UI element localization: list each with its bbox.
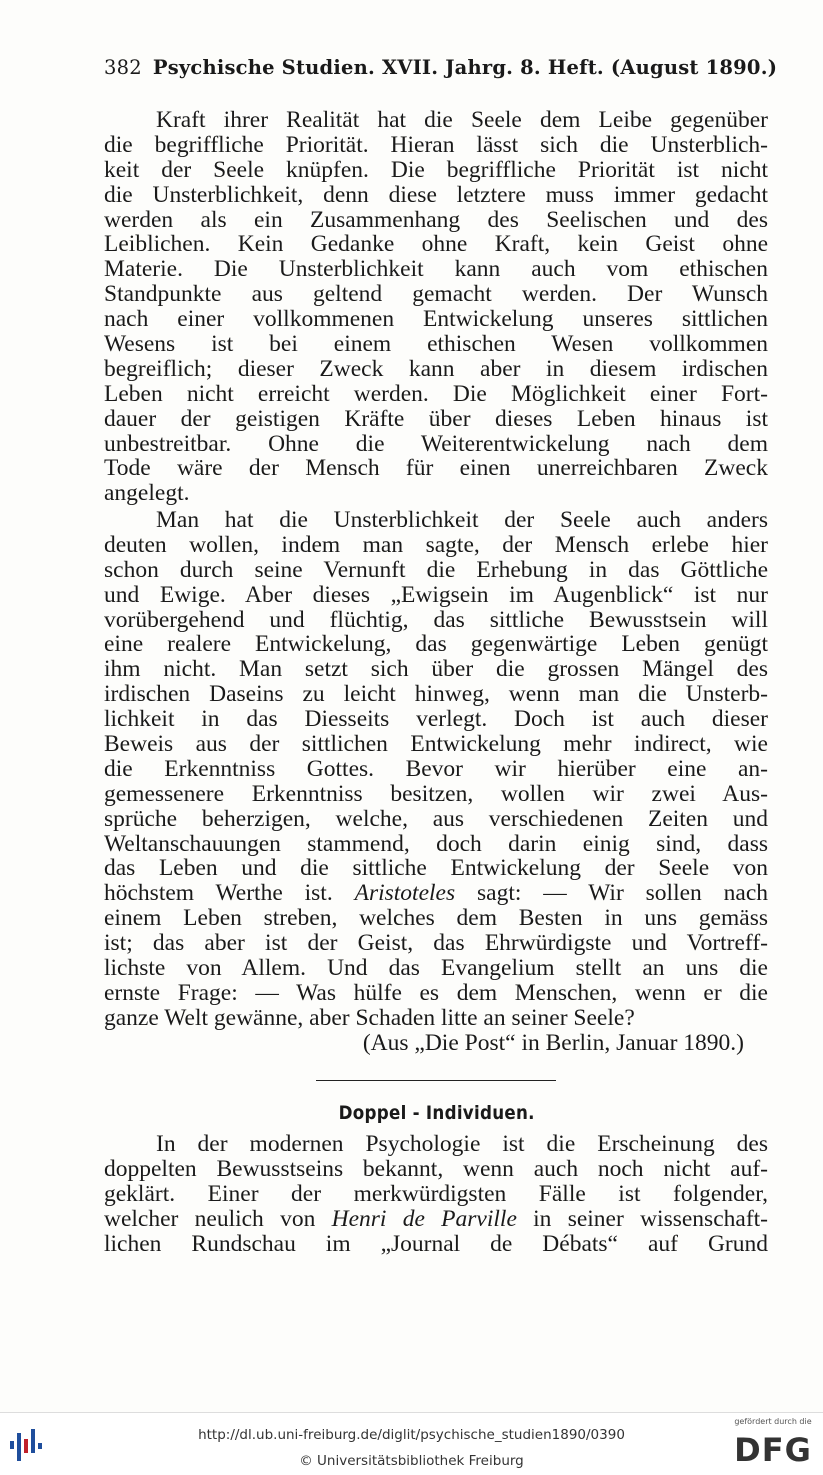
text-line: Leiblichen. Kein Gedanke ohne Kraft, kein Geist ohne (104, 232, 768, 258)
text-line: ernste Frage: — Was hülfe es dem Menschen, wenn er die (104, 980, 768, 1006)
text-line: ihm nicht. Man setzt sich über die grossen Mängel des (104, 657, 768, 683)
text-line: sprüche beherzigen, welche, aus verschiedenen Zeiten und (104, 806, 768, 832)
paragraph-1 (104, 108, 768, 506)
text-segment: welcher neulich von (104, 1206, 316, 1232)
text-line: angelegt. (104, 481, 190, 507)
text-line: vorübergehend und flüchtig, das sittliche Bewusstsein will (104, 607, 768, 633)
section-heading: Doppel - Individuen. (338, 1102, 535, 1124)
text-line: nach einer vollkommenen Entwickelung unseres sittlichen (104, 307, 768, 333)
viewer-footer (0, 1412, 823, 1475)
text-line: Wesens ist bei einem ethischen Wesen vollkommen (104, 332, 768, 357)
text-line: unbestreitbar. Ohne die Weiterentwickelung nach dem (104, 431, 768, 457)
text-line: das Leben und die sittliche Entwickelung der Seele von (104, 856, 768, 882)
text-line: die Unsterblichkeit, denn diese letztere muss immer gedacht (104, 182, 768, 208)
text-line: die begriffliche Priorität. Hieran lässt sich die Unsterblich- (104, 132, 768, 158)
text-line: dauer der geistigen Kräfte über dieses Leben hinaus ist (104, 406, 768, 432)
text-line-with-name (104, 1207, 768, 1232)
text-line-with-quote (104, 881, 768, 906)
text-line: Tode wäre der Mensch für einen unerreichbaren Zweck (104, 456, 768, 482)
text-line: lichste von Allem. Und das Evangelium stellt an uns die (104, 956, 768, 981)
section-paragraph (104, 1132, 768, 1256)
text-line: eine realere Entwickelung, das gegenwärtige Leben genügt (104, 632, 768, 658)
text-line: werden als ein Zusammenhang des Seelischen und des (104, 207, 768, 233)
quoted-author: Henri de Parville (331, 1206, 517, 1232)
text-line: die Erkenntniss Gottes. Bevor wir hierüber eine an- (104, 756, 768, 782)
text-line: geklärt. Einer der merkwürdigsten Fälle ist folgender, (104, 1181, 768, 1207)
dfg-caption: gefördert durch die (734, 1417, 812, 1426)
paragraph-2 (104, 508, 768, 1056)
text-line: Standpunkte aus geltend gemacht werden. Der Wunsch (104, 282, 768, 308)
text-line: ganze Welt gewänne, aber Schaden litte an seiner Seele? (104, 1005, 635, 1031)
text-line: Kraft ihrer Realität hat die Seele dem Leibe gegenüber (156, 108, 768, 133)
quoted-author: Aristoteles (354, 881, 456, 907)
text-line: ist; das aber ist der Geist, das Ehrwürdigste und Vortreff- (104, 931, 768, 957)
text-line: gemessenere Erkenntniss besitzen, wollen wir zwei Aus- (104, 781, 768, 807)
text-line: einem Leben streben, welches dem Besten in uns gemäss (104, 906, 768, 932)
copyright-notice: © Universitätsbibliothek Freiburg (299, 1453, 524, 1469)
text-line: irdischen Daseins zu leicht hinweg, wenn man die Unsterb- (104, 682, 768, 708)
text-line: keit der Seele knüpfen. Die begriffliche Priorität ist nicht (104, 157, 768, 183)
text-line: und Ewige. Aber dieses „Ewigsein im Augenblick“ ist nur (104, 582, 768, 608)
text-line: Weltanschauungen stammend, doch darin einig sind, dass (104, 831, 768, 857)
running-head (104, 56, 778, 79)
text-line: deuten wollen, indem man sagte, der Mensch erlebe hier (104, 532, 768, 558)
source-attribution: (Aus „Die Post“ in Berlin, Januar 1890.) (362, 1030, 744, 1056)
page-number: 382 (104, 56, 142, 79)
text-line: In der modernen Psychologie ist die Erscheinung des (156, 1132, 768, 1157)
text-line: Leben nicht erreicht werden. Die Möglichkeit einer Fort- (104, 381, 768, 407)
text-line: Man hat die Unsterblichkeit der Seele auch anders (156, 508, 768, 533)
section-divider (316, 1080, 556, 1081)
dfg-logo: DFG (734, 1431, 812, 1469)
text-line: lichen Rundschau im „Journal de Débats“ auf Grund (104, 1231, 768, 1257)
running-title: Psychische Studien. XVII. Jahrg. 8. Heft. (August 1890.) (152, 56, 778, 79)
text-line: begreiflich; dieser Zweck kann aber in diesem irdischen (104, 356, 768, 382)
text-line: doppelten Bewusstseins bekannt, wenn auch noch nicht auf- (104, 1156, 768, 1182)
text-segment: höchstem Werthe ist. (104, 881, 333, 907)
text-line: Materie. Die Unsterblichkeit kann auch vom ethischen (104, 257, 768, 283)
text-line: Beweis aus der sittlichen Entwickelung mehr indirect, wie (104, 732, 768, 757)
text-segment: sagt: — Wir sollen nach (477, 881, 768, 907)
text-line: schon durch seine Vernunft die Erhebung in das Göttliche (104, 557, 768, 583)
text-segment: in seiner wissenschaft- (533, 1206, 768, 1232)
text-line: lichkeit in das Diesseits verlegt. Doch ist auch dieser (104, 707, 768, 733)
source-url[interactable]: http://dl.ub.uni-freiburg.de/diglit/psychische_studien1890/0390 (198, 1427, 625, 1443)
